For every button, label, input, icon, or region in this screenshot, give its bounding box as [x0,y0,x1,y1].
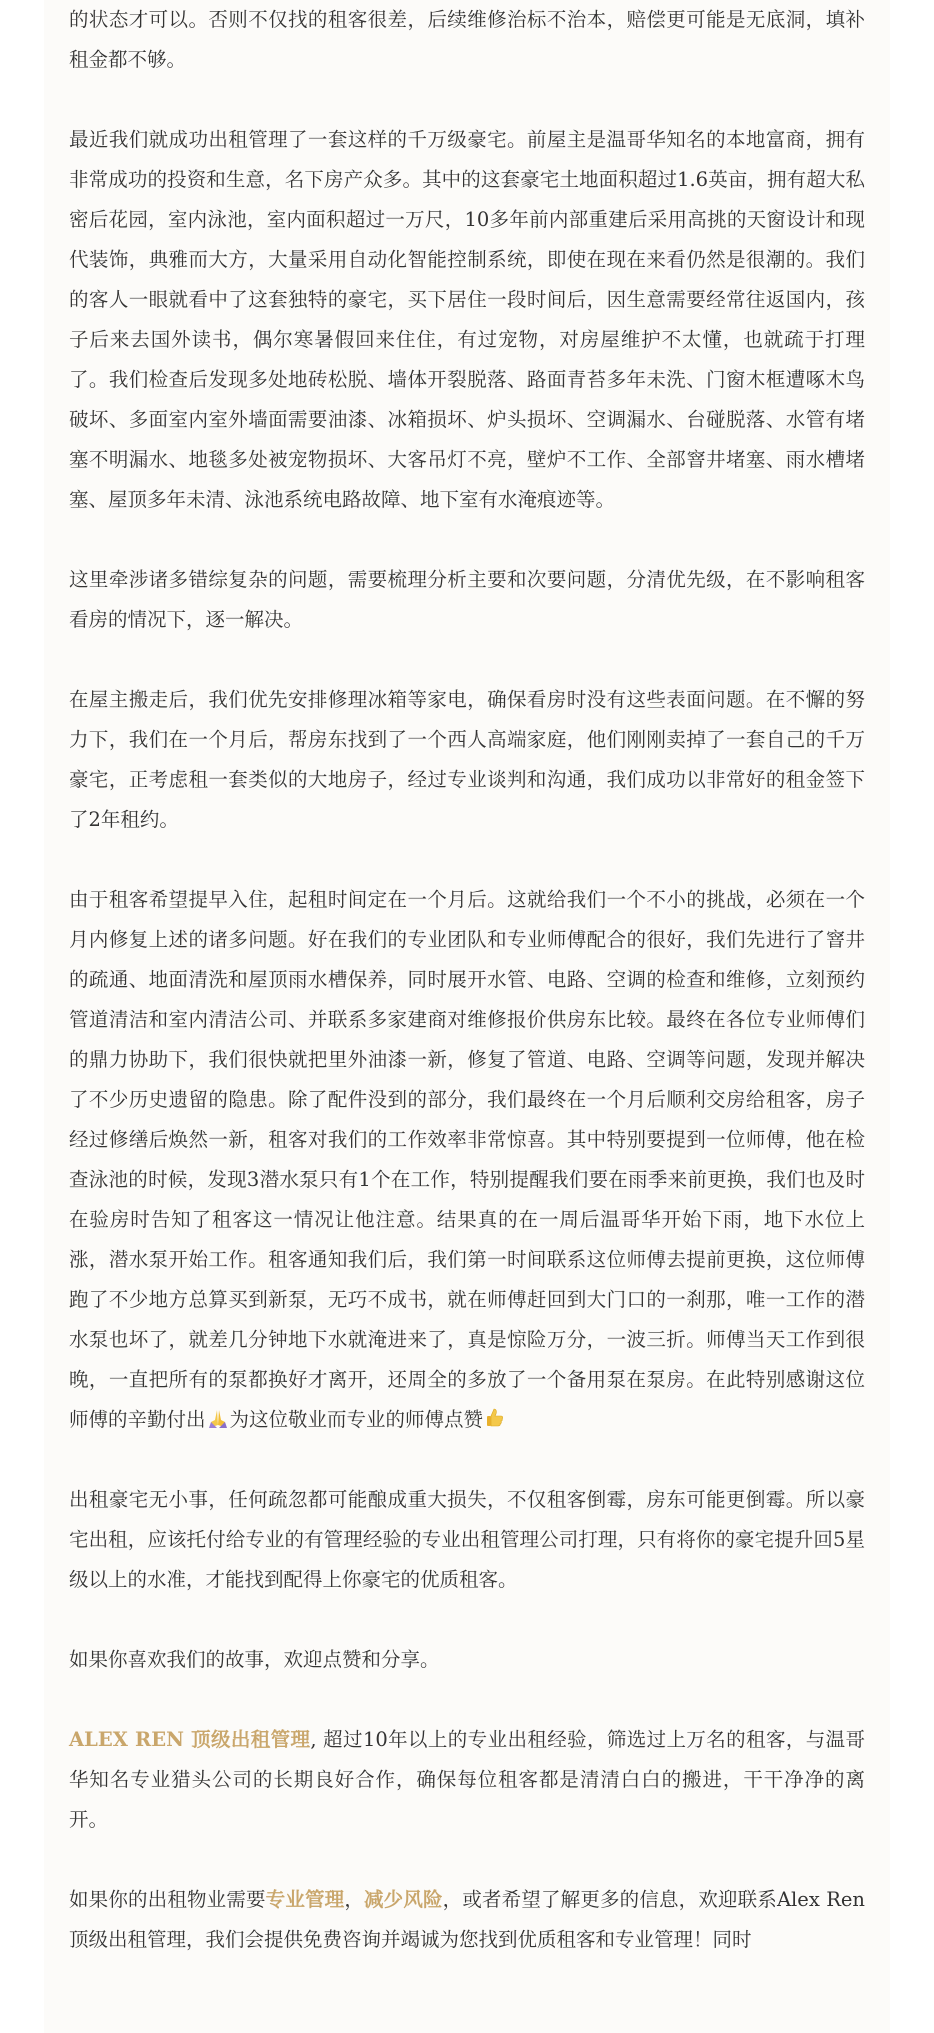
paragraph-advice: 出租豪宅无小事，任何疏忽都可能酿成重大损失，不仅租客倒霉，房东可能更倒霉。所以豪宅出租，应该托付给专业的有管理经验的专业出租管理公司打理，只有将你的豪宅提升回5星级以上的水准，才能找到配得上你豪宅的优质租客。 [69,1488,865,1591]
paragraph-contact [69,1880,865,1960]
paragraph-company-intro [69,1720,865,1840]
contact-text-1: 如果你的出租物业需要 [69,1888,266,1911]
paragraph-repairs-text: 由于租客希望提早入住，起租时间定在一个月后。这就给我们一个不小的挑战，必须在一个月内修复上述的诸多问题。好在我们的专业团队和专业师傅配合的很好，我们先进行了窨井的疏通、地面清洗和屋顶雨水槽保养，同时展开水管、电路、空调的检查和维修，立刻预约管道清洁和室内清洁公司、并联系多家建商对维修报价供房东比较。最终在各位专业师傅们的鼎力协助下，我们很快就把里外油漆一新，修复了管道、电路、空调等问题，发现并解决了不少历史遗留的隐患。除了配件没到的部分，我们最终在一个月后顺利交房给租客，房子经过修缮后焕然一新，租客对我们的工作效率非常惊喜。其中特别要提到一位师傅，他在检查泳池的时候，发现3潜水泵只有1个在工作，特别提醒我们要在雨季来前更换，我们也及时在验房时告知了租客这一情况让他注意。结果真的在一周后温哥华开始下雨，地下水位上涨，潜水泵开始工作。租客通知我们后，我们第一时间联系这位师傅去提前更换，这位师傅跑了不少地方总算买到新泵，无巧不成书，就在师傅赶回到大门口的一刹那，唯一工作的潜水泵也坏了，就差几分钟地下水就淹进来了，真是惊险万分，一波三折。师傅当天工作到很晚，一直把所有的泵都换好才离开，还周全的多放了一个备用泵在泵房。在此特别感谢这位师傅的辛勤付出 [69,888,865,1431]
paragraph-leasing: 在屋主搬走后，我们优先安排修理冰箱等家电，确保看房时没有这些表面问题。在不懈的努力下，我们在一个月后，帮房东找到了一个西人高端家庭，他们刚刚卖掉了一套自己的千万豪宅，正考虑租一套类似的大地房子，经过专业谈判和沟通，我们成功以非常好的租金签下了2年租约。 [69,688,865,831]
paragraph-complex-issues: 这里牵涉诸多错综复杂的问题，需要梳理分析主要和次要问题，分清优先级，在不影响租客看房的情况下，逐一解决。 [69,568,865,631]
contact-text-3: ，或者希望了解更多的信息，欢迎联系Alex Ren顶级出租管理，我们会提供免费咨询并竭诚为您找到优质租客和专业管理！同时 [69,1888,865,1951]
praying-hands-icon [208,1407,228,1429]
paragraph-repairs-praise: 为这位敬业而专业的师傅点赞 [229,1408,484,1431]
company-brand-name: ALEX REN 顶级出租管理 [69,1728,311,1751]
paragraph-intro-tail: 的状态才可以。否则不仅找的租客很差，后续维修治标不治本，赔偿更可能是无底洞，填补租金都不够。 [69,8,865,71]
paragraph-share-request: 如果你喜欢我们的故事，欢迎点赞和分享。 [69,1648,440,1671]
company-intro-text: , 超过10年以上的专业出租经验，筛选过上万名的租客，与温哥华知名专业猎头公司的长期良好合作，确保每位租客都是清清白白的搬进，干干净净的离开。 [69,1728,865,1831]
paragraph-repairs-story [69,880,865,1440]
article-body [69,0,865,2000]
contact-text-2: ， [344,1888,364,1911]
thumbs-up-icon [485,1407,505,1429]
paragraph-property-description: 最近我们就成功出租管理了一套这样的千万级豪宅。前屋主是温哥华知名的本地富商，拥有非常成功的投资和生意，名下房产众多。其中的这套豪宅土地面积超过1.6英亩，拥有超大私密后花园，室内泳池，室内面积超过一万尺，10多年前内部重建后采用高挑的天窗设计和现代装饰，典雅而大方，大量采用自动化智能控制系统，即使在现在来看仍然是很潮的。我们的客人一眼就看中了这套独特的豪宅，买下居住一段时间后，因生意需要经常往返国内，孩子后来去国外读书，偶尔寒暑假回来住住，有过宠物，对房屋维护不太懂，也就疏于打理了。我们检查后发现多处地砖松脱、墙体开裂脱落、路面青苔多年未洗、门窗木框遭啄木鸟破坏、多面室内室外墙面需要油漆、冰箱损坏、炉头损坏、空调漏水、台碰脱落、水管有堵塞不明漏水、地毯多处被宠物损坏、大客吊灯不亮，壁炉不工作、全部窨井堵塞、雨水槽堵塞、屋顶多年未清、泳池系统电路故障、地下室有水淹痕迹等。 [69,128,865,511]
highlight-reduce-risk: 减少风险 [364,1888,443,1911]
highlight-professional-management: 专业管理 [265,1888,345,1911]
